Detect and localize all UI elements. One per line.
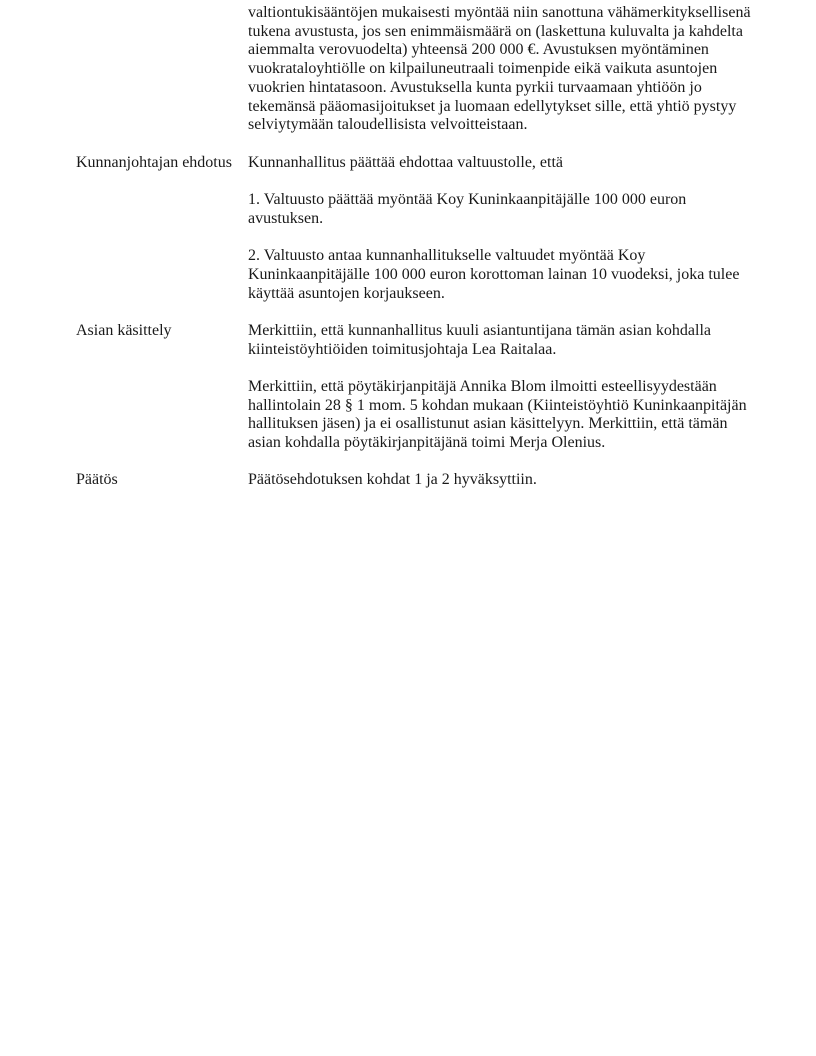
decision-paragraph: Päätösehdotuksen kohdat 1 ja 2 hyväksyttiin. <box>248 471 537 489</box>
section-body-column <box>248 154 758 322</box>
label-column <box>76 154 248 173</box>
handling-note-1-paragraph: Merkittiin, että kunnanhallitus kuuli asiantuntijana tämän asian kohdalla kiinteistöyhtiöiden toimitusjohtaja Lea Raitalaa. <box>248 321 711 358</box>
label-column <box>76 322 248 341</box>
proposal-intro-paragraph: Kunnanhallitus päättää ehdottaa valtuustolle, että <box>248 153 564 171</box>
handling-note-2-paragraph: Merkittiin, että pöytäkirjanpitäjä Annika Blom ilmoitti esteellisyydestään hallintolain 28 § 1 mom. 5 kohdan mukaan (Kiinteistöyhtiö Kuninkaanpitäjän hallituksen jäsen) ja ei osallistunut asian käsittelyyn. Merkittiin, että tämän asian kohdalla pöytäkirjanpitäjänä toimi Merja Olenius. <box>248 377 747 452</box>
section-label-paatos: Päätös <box>76 471 118 489</box>
label-column <box>76 471 248 490</box>
continuation-body-column <box>248 4 758 154</box>
section-asian-kasittely <box>76 322 760 472</box>
section-kunnanjohtajan-ehdotus <box>76 154 760 322</box>
section-label-kunnanjohtajan-ehdotus: Kunnanjohtajan ehdotus <box>76 153 232 171</box>
minutes-body <box>76 4 760 509</box>
proposal-item-2-paragraph: 2. Valtuusto antaa kunnanhallitukselle valtuudet myöntää Koy Kuninkaanpitäjälle 100 000 euron korottoman lainan 10 vuodeksi, joka tulee käyttää asuntojen korjaukseen. <box>248 247 740 302</box>
section-body-column <box>248 471 758 508</box>
section-label-asian-kasittely: Asian käsittely <box>76 321 172 339</box>
continuation-row <box>76 4 760 154</box>
section-paatos <box>76 471 760 508</box>
proposal-item-1-paragraph: 1. Valtuusto päättää myöntää Koy Kuninkaanpitäjälle 100 000 euron avustuksen. <box>248 191 687 227</box>
continuation-paragraph: valtiontukisääntöjen mukaisesti myöntää niin sanottuna vähämerkityksellisenä tukena avustusta, jos sen enimmäismäärä on (laskettuna kuluvalta ja kahdelta aiemmalta verovuodelta) yhteensä 200 000 €. Avustuksen myöntäminen vuokrataloyhtiölle on kilpailuneutraali toimenpide eikä vaikuta asuntojen vuokrien hintatasoon. Avustuksella kunta pyrkii turvaamaan yhtiöön jo tekemänsä pääomasijoitukset ja luomaan edellytykset sille, että yhtiö pystyy selviytymään taloudellisista velvoitteistaan. <box>248 4 751 134</box>
section-body-column <box>248 322 758 472</box>
